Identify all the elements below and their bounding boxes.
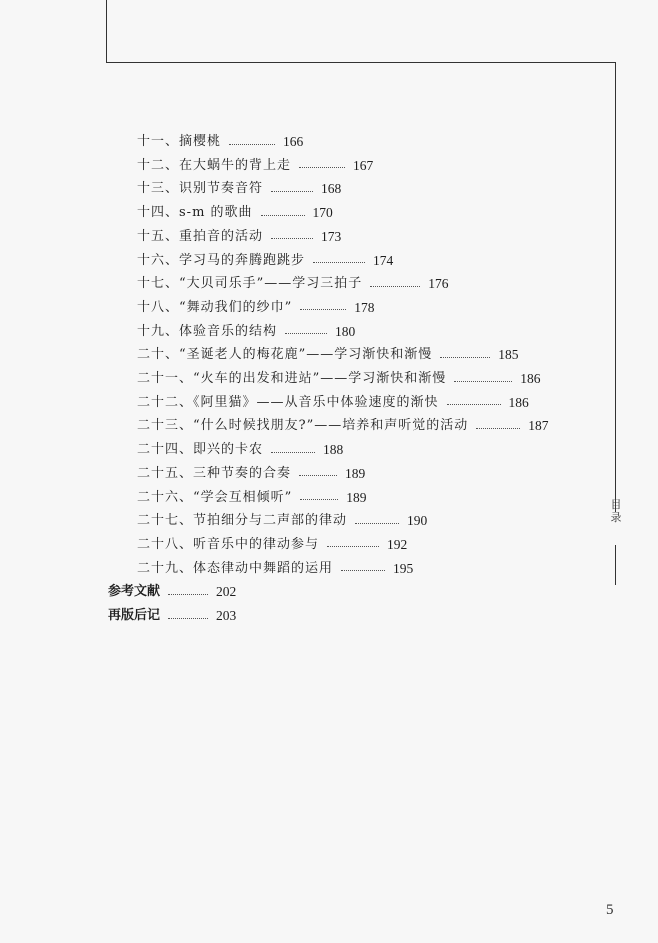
toc-entry[interactable] <box>137 298 375 318</box>
dot-leader <box>447 404 501 405</box>
toc-entry-title: 十七、“大贝司乐手”——学习三拍子 <box>137 276 363 292</box>
toc-entry-title: 二十一、“火车的出发和进站”——学习渐快和渐慢 <box>137 371 447 386</box>
toc-entry[interactable] <box>137 156 373 176</box>
toc-entry[interactable] <box>137 393 529 413</box>
dot-leader <box>271 452 315 453</box>
toc-entry-title: 二十五、三种节奏的合奏 <box>137 465 292 481</box>
toc-entry[interactable] <box>137 274 449 294</box>
dot-leader <box>229 144 275 145</box>
frame-line-right-lower <box>615 545 616 585</box>
frame-line-left <box>106 0 107 63</box>
dot-leader <box>168 618 208 619</box>
dot-leader <box>300 309 346 310</box>
dot-leader <box>440 357 490 358</box>
toc-entry[interactable] <box>137 227 341 247</box>
toc-entry[interactable] <box>137 416 549 436</box>
toc-entry-page: 174 <box>373 252 394 268</box>
toc-entry-title: 十九、体验音乐的结构 <box>137 323 278 339</box>
toc-entry[interactable] <box>137 559 413 579</box>
toc-entry-title: 二十八、听音乐中的律动参与 <box>137 536 320 552</box>
reference-entry[interactable] <box>108 606 236 626</box>
toc-entry-page: 168 <box>321 181 342 197</box>
toc-entry-page: 180 <box>335 323 356 339</box>
toc-entry-page: 178 <box>354 299 375 315</box>
toc-entry-page: 186 <box>520 371 541 386</box>
toc-entry-page: 190 <box>407 513 428 529</box>
dot-leader <box>299 475 337 476</box>
toc-entry-title: 二十、“圣诞老人的梅花鹿”——学习渐快和渐慢 <box>137 347 433 363</box>
toc-entry-title: 二十九、体态律动中舞蹈的运用 <box>137 560 334 576</box>
dot-leader <box>271 191 313 192</box>
toc-entry[interactable] <box>137 464 365 484</box>
dot-leader <box>299 167 345 168</box>
frame-line-right <box>615 62 616 512</box>
toc-entry[interactable] <box>137 535 407 555</box>
toc-entry-page: 189 <box>345 465 366 481</box>
dot-leader <box>476 428 520 429</box>
toc-entry-page: 166 <box>283 134 304 149</box>
dot-leader <box>285 333 327 334</box>
toc-entry-page: 176 <box>428 276 449 292</box>
dot-leader <box>313 262 365 263</box>
toc-entry[interactable] <box>137 345 519 365</box>
toc-entry-title: 再版后记 <box>108 608 161 623</box>
toc-entry-title: 十四、s-m 的歌曲 <box>137 205 253 221</box>
toc-entry-page: 170 <box>312 205 333 221</box>
toc-entry-page: 173 <box>321 228 342 244</box>
dot-leader <box>271 238 313 239</box>
toc-entry-page: 192 <box>387 536 408 552</box>
toc-entry-title: 十六、学习马的奔腾跑跳步 <box>137 252 306 268</box>
toc-entry-title: 十一、摘樱桃 <box>137 134 222 149</box>
toc-entry[interactable] <box>137 369 541 389</box>
toc-entry[interactable] <box>137 179 341 199</box>
toc-entry-title: 二十二、《阿里猫》——从音乐中体验速度的渐快 <box>137 394 439 410</box>
toc-entry-page: 203 <box>216 608 237 623</box>
dot-leader <box>168 594 208 595</box>
toc-entry-page: 188 <box>323 442 344 458</box>
toc-entry-page: 187 <box>528 418 549 434</box>
dot-leader <box>341 570 385 571</box>
toc-entry[interactable] <box>137 440 343 460</box>
dot-leader <box>355 523 399 524</box>
toc-entry[interactable] <box>137 511 427 531</box>
section-tab-label: 目录 <box>610 498 622 524</box>
toc-entry-page: 185 <box>498 347 519 363</box>
toc-entry[interactable] <box>137 251 393 271</box>
toc-entry-title: 二十四、即兴的卡农 <box>137 442 264 458</box>
toc-entry[interactable] <box>137 488 367 508</box>
toc-entry-title: 参考文献 <box>108 584 161 600</box>
toc-entry-page: 167 <box>353 157 374 173</box>
toc-entry-page: 195 <box>393 560 414 576</box>
toc-entry-title: 十二、在大蜗牛的背上走 <box>137 157 292 173</box>
toc-entry-page: 186 <box>508 394 529 410</box>
toc-entry-title: 二十三、“什么时候找朋友?”——培养和声听觉的活动 <box>137 418 469 434</box>
section-tab <box>608 498 624 524</box>
toc-entry[interactable] <box>137 322 355 342</box>
reference-entry[interactable] <box>108 582 236 602</box>
dot-leader <box>261 215 305 216</box>
toc-entry[interactable] <box>137 132 303 152</box>
toc-entry-page: 202 <box>216 584 237 600</box>
toc-entry-page: 189 <box>346 489 367 505</box>
frame-line-top <box>106 62 616 63</box>
toc-entry-title: 十三、识别节奏音符 <box>137 181 264 197</box>
page-number: 5 <box>606 902 614 918</box>
dot-leader <box>370 286 420 287</box>
dot-leader <box>327 546 379 547</box>
toc-entry-title: 十八、“舞动我们的纱巾” <box>137 299 293 315</box>
toc-entry[interactable] <box>137 203 333 223</box>
toc-entry-title: 二十七、节拍细分与二声部的律动 <box>137 513 348 529</box>
dot-leader <box>300 499 338 500</box>
toc-entry-title: 二十六、“学会互相倾听” <box>137 489 293 505</box>
toc-entry-title: 十五、重拍音的活动 <box>137 228 264 244</box>
dot-leader <box>454 381 512 382</box>
